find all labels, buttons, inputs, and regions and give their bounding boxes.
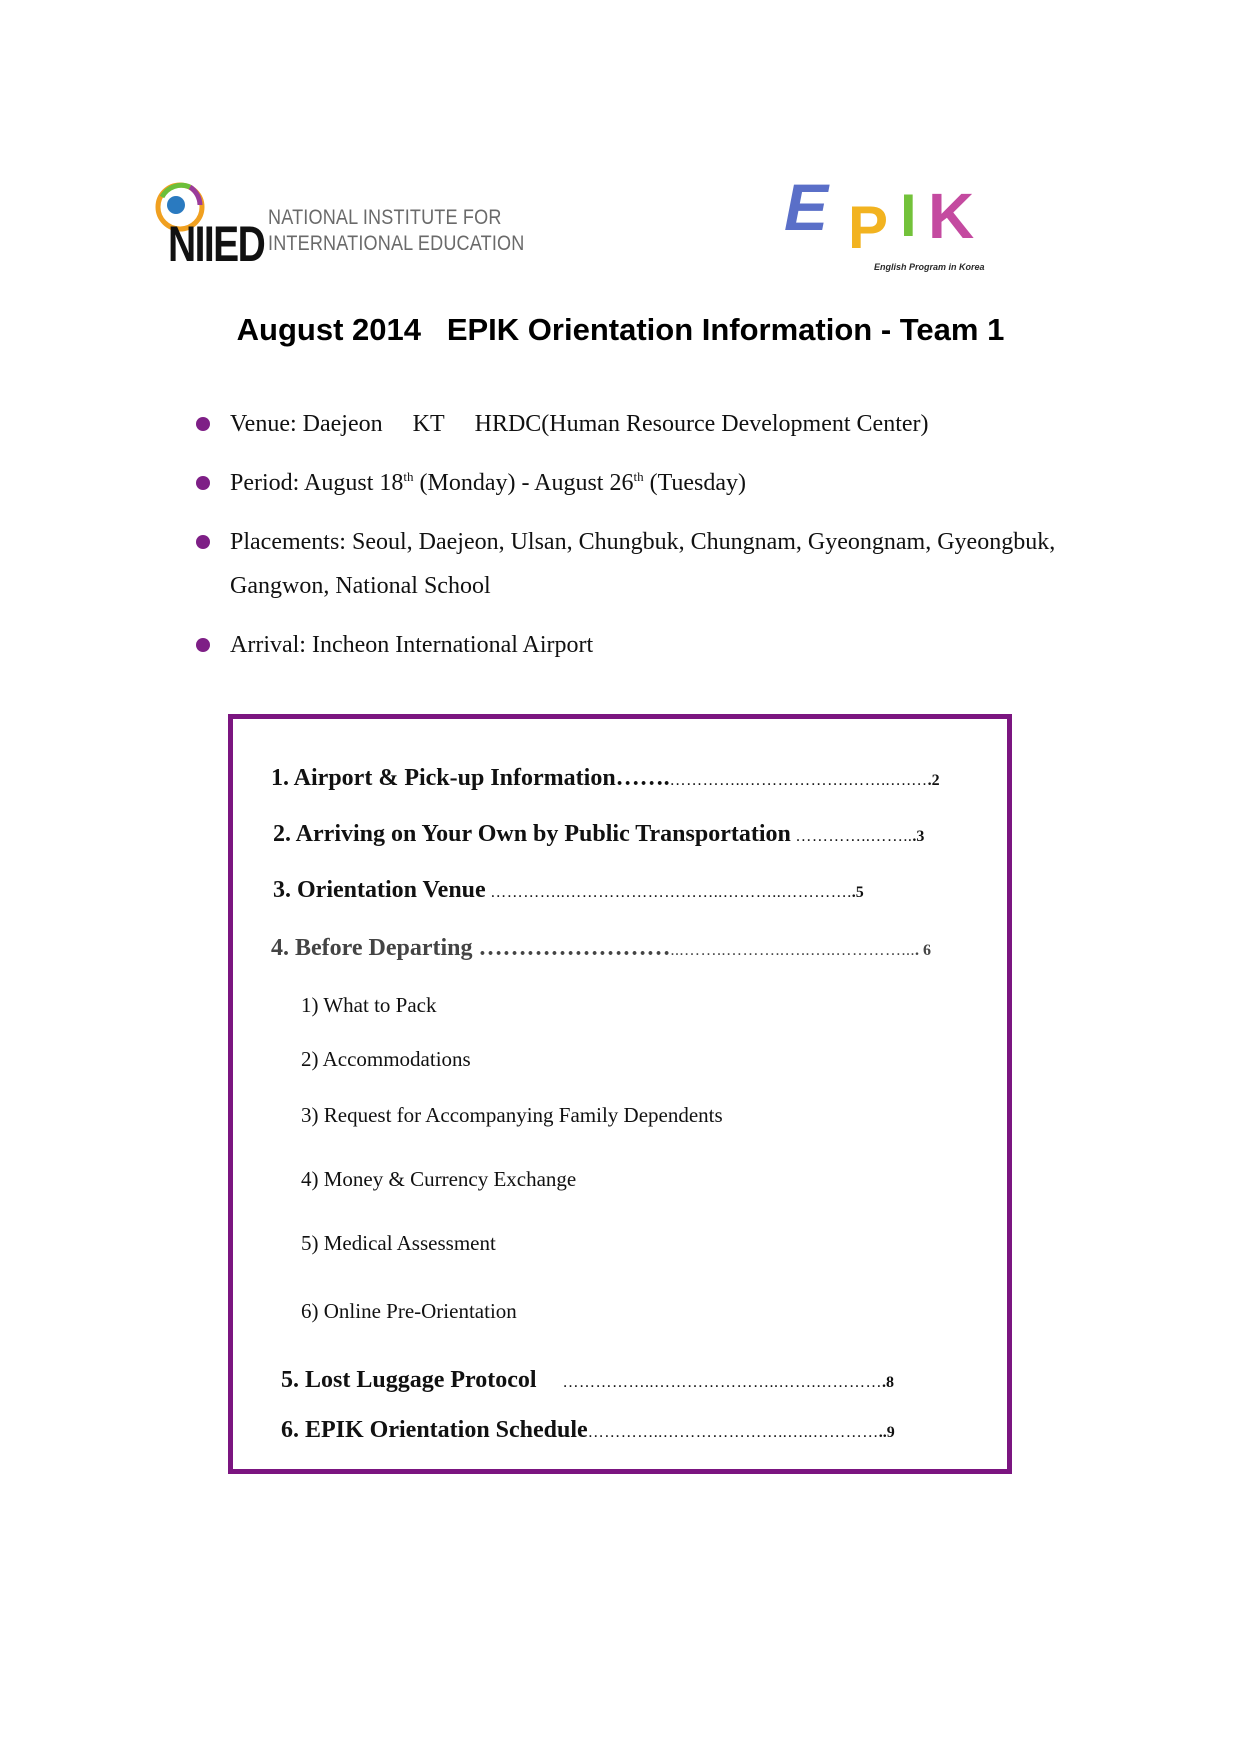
period-end-sup: th <box>633 469 644 484</box>
toc-sub-accommodations[interactable]: 2) Accommodations <box>301 1047 471 1071</box>
niied-line-1: NATIONAL INSTITUTE FOR <box>268 206 502 229</box>
niied-full-name <box>268 205 524 257</box>
epik-letter-e: E <box>784 170 829 244</box>
toc-item-arriving[interactable] <box>273 821 1057 848</box>
info-period <box>196 461 1116 505</box>
toc-dots: …………..……………….……..….… <box>669 772 928 789</box>
epik-subtitle: English Program in Korea <box>874 262 985 272</box>
toc-label: 1. Airport & Pick-up Information……. <box>271 765 670 791</box>
epik-wordmark-icon <box>782 170 1012 265</box>
info-placements <box>196 520 1116 608</box>
toc-label: 5. Lost Luggage Protocol <box>281 1367 537 1393</box>
toc-page: .8 <box>882 1374 895 1391</box>
toc-label: 6. EPIK Orientation Schedule <box>281 1417 588 1443</box>
table-of-contents <box>228 714 1012 1474</box>
toc-dots: …………..…………………..…..………… <box>587 1424 879 1441</box>
venue-org: KT <box>412 411 445 437</box>
toc-label: 2. Arriving on Your Own by Public Transportation <box>273 821 791 847</box>
epik-logo <box>782 170 1012 280</box>
period-start-sup: th <box>403 469 414 484</box>
toc-sub-family-dependents[interactable]: 3) Request for Accompanying Family Dependents <box>301 1103 723 1127</box>
period-middle: (Monday) - August 26 <box>419 470 634 496</box>
epik-letter-k: K <box>928 180 975 252</box>
info-venue <box>196 402 1116 446</box>
toc-sub-online-pre-orientation[interactable]: 6) Online Pre-Orientation <box>301 1299 517 1323</box>
niied-mark: NIIED <box>168 216 265 272</box>
toc-sub-what-to-pack[interactable]: 1) What to Pack <box>301 993 437 1017</box>
toc-dots: ...……..………..…..…..…………... <box>670 942 916 959</box>
toc-sub-medical-assessment[interactable]: 5) Medical Assessment <box>301 1231 496 1255</box>
epik-letter-p: P <box>848 194 889 261</box>
info-arrival <box>196 623 1116 667</box>
epik-letter-i: I <box>900 182 917 249</box>
period-end: (Tuesday) <box>649 470 747 496</box>
page-title: August 2014 EPIK Orientation Information - Team 1 <box>236 312 1005 347</box>
venue-label: Venue: <box>230 411 297 437</box>
toc-label: 3. Orientation Venue <box>273 877 486 903</box>
period-start: August 18 <box>304 470 404 496</box>
toc-page: .2 <box>927 772 940 789</box>
toc-page: ..9 <box>878 1424 895 1441</box>
info-list <box>196 402 1116 682</box>
toc-item-venue[interactable] <box>273 877 1057 904</box>
niied-line-2: INTERNATIONAL EDUCATION <box>268 232 525 255</box>
toc-page: . 6 <box>915 942 932 959</box>
toc-item-before-departing[interactable] <box>271 935 1055 962</box>
toc-page: .3 <box>912 828 925 845</box>
toc-sub-money-exchange[interactable]: 4) Money & Currency Exchange <box>301 1167 577 1191</box>
toc-page: .5 <box>851 884 864 901</box>
toc-dots: …………..………………………..………..…………. <box>485 884 852 901</box>
arrival-text: Arrival: Incheon International Airport <box>230 632 594 658</box>
venue-place: HRDC(Human Resource Development Center) <box>474 411 929 437</box>
toc-dots: …………..…….. <box>790 828 913 845</box>
toc-dots: ……………..…………………..…….………… <box>562 1374 883 1391</box>
venue-city: Daejeon <box>302 411 383 437</box>
placements-text: Placements: Seoul, Daejeon, Ulsan, Chungbuk, Chungnam, Gyeongnam, Gyeongbuk, Gangwon, National School <box>230 529 1056 599</box>
period-label: Period: <box>230 470 300 496</box>
toc-label: 4. Before Departing …………………… <box>271 935 671 961</box>
toc-item-airport[interactable] <box>271 765 1055 792</box>
niied-logo <box>150 175 530 272</box>
toc-item-schedule[interactable] <box>281 1417 1065 1444</box>
toc-item-lost-luggage[interactable] <box>281 1367 1065 1394</box>
